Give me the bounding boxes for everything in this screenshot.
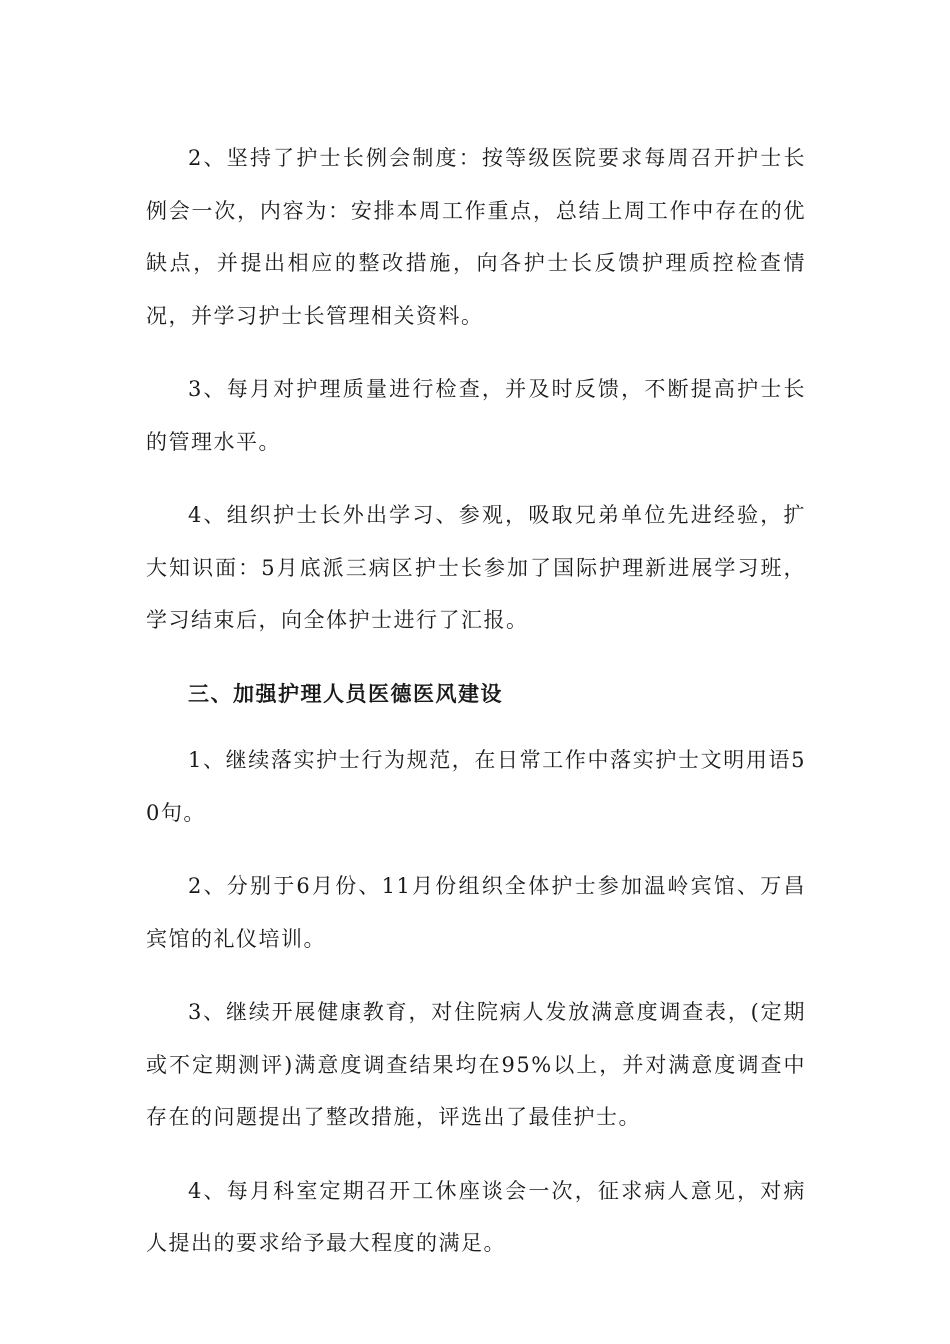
paragraph-item-3-health-education: 3、继续开展健康教育，对住院病人发放满意度调查表，(定期或不定期测评)满意度调查结果均在95%以上，并对满意度调查中存在的问题提出了整改措施，评选出了最佳护士。 (146, 1000, 806, 1129)
paragraph-item-3-quality-check: 3、每月对护理质量进行检查，并及时反馈，不断提高护士长的管理水平。 (146, 377, 806, 454)
paragraph-item-4-study-visit: 4、组织护士长外出学习、参观，吸取兄弟单位先进经验，扩大知识面：5月底派三病区护士长参加了国际护理新进展学习班，学习结束后，向全体护士进行了汇报。 (146, 503, 806, 632)
paragraph-item-2-meeting: 2、坚持了护士长例会制度：按等级医院要求每周召开护士长例会一次，内容为：安排本周工作重点，总结上周工作中存在的优缺点，并提出相应的整改措施，向各护士长反馈护理质控检查情况，并学习护士长管理相关资料。 (146, 146, 806, 328)
document-body (146, 132, 806, 1291)
paragraph-item-2-etiquette: 2、分别于6月份、11月份组织全体护士参加温岭宾馆、万昌宾馆的礼仪培训。 (146, 874, 806, 951)
section-heading: 三、加强护理人员医德医风建设 (188, 681, 503, 706)
paragraph-item-1-conduct: 1、继续落实护士行为规范，在日常工作中落实护士文明用语50句。 (146, 748, 806, 825)
paragraph-item-4-patient-meeting: 4、每月科室定期召开工休座谈会一次，征求病人意见，对病人提出的要求给予最大程度的满足。 (146, 1178, 806, 1255)
